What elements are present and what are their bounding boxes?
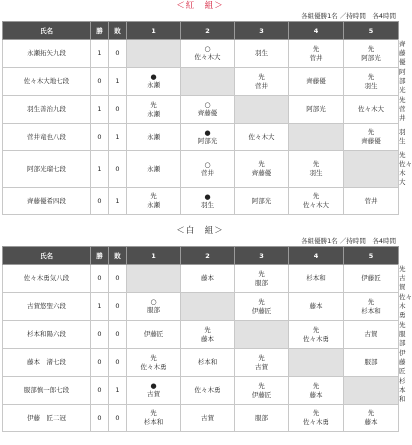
result-mark: ● [204,128,211,137]
match-cell [344,124,399,151]
opponent-name: 佐々木大 [303,201,329,209]
opponent-name: 永瀬 [147,201,160,209]
opponent-name: 齊藤優 [251,169,272,177]
table-header-row [3,247,399,265]
match-cell [127,349,181,377]
opponent-name: 羽生 [255,49,268,57]
opponent-name: 佐々木大 [248,132,275,141]
white-group-title: ＜白 組＞ [176,226,224,236]
player-name: 杉本和陽六段 [3,321,91,349]
loss-count: 0 [109,96,127,124]
match-cell [181,405,235,432]
first-move-mark: 先 [367,409,375,417]
match-cell [344,188,399,215]
opponent-name: 伊藤匠 [143,330,164,338]
match-cell [344,349,399,377]
opponent-name: 服部 [255,413,268,422]
win-count: 1 [91,293,109,321]
first-move-mark: 先 [258,269,265,278]
first-move-mark: 先 [312,325,320,334]
first-move-mark: 先 [150,353,157,362]
self-cell [235,96,289,124]
match-cell [181,377,235,405]
opponent-name: 佐々木勇 [303,418,329,426]
red-group-body [3,40,412,215]
match-cell [181,188,235,215]
loss-count: 1 [109,68,127,96]
first-move-mark: 先 [312,44,320,53]
opponent-name: 伊藤匠 [251,306,272,315]
opponent-name: 羽生 [364,81,378,90]
opponent-name: 藤本 [364,418,378,426]
result-mark: ○ [204,101,211,109]
opponent-name: 藤本 [201,274,214,282]
section-spacer [0,215,400,225]
opponent-name: 阿部光 [306,105,326,113]
match-cell [235,188,289,215]
player-name: 齊藤優希四段 [3,188,91,215]
win-count: 0 [91,188,109,215]
white-group-body [3,265,412,432]
match-cell [235,124,289,151]
match-cell [344,96,399,124]
header-round-5: 5 [344,247,399,265]
header-wins: 勝 [91,22,109,40]
first-move-mark: 先 [312,160,320,168]
loss-count: 1 [109,377,127,405]
opponent-name: 藤本 [309,390,323,399]
table-row: 羽生善治九段 1 0 先 永瀬 ○ 齊藤優 阿部光 佐々木大 先 菅井 [3,96,399,124]
first-move-mark: 先 [367,297,375,306]
player-name: 永瀬拓矢九段 [3,40,91,68]
match-cell [235,68,289,96]
win-count: 1 [91,40,109,68]
player-name: 佐々木勇気八段 [3,265,91,293]
match-cell [344,321,399,349]
match-cell [235,40,289,68]
first-move-mark: 先 [150,409,157,417]
match-cell [127,68,181,96]
opponent-name: 古賀 [364,330,378,338]
match-cell [235,377,289,405]
header-round-5: 5 [344,22,399,40]
match-cell [344,405,399,432]
loss-count: 1 [109,124,127,151]
opponent-name: 杉本和 [306,274,326,282]
result-mark: ● [150,382,157,390]
match-cell [235,349,289,377]
result-mark: ○ [150,298,157,306]
opponent-name: 伊藤匠 [361,274,381,282]
loss-count: 0 [109,349,127,377]
white-group-meta: 各組優勝1名 ／持時間 各4時間 [301,237,396,245]
win-count: 0 [91,377,109,405]
match-cell [344,265,399,293]
header-losses: 敗 [109,22,127,40]
opponent-name: 服部 [147,306,160,314]
header-round-4: 4 [289,22,344,40]
win-count: 0 [91,321,109,349]
header-name: 氏名 [3,247,91,265]
opponent-name: 佐々木大 [358,105,384,113]
header-round-3: 3 [235,22,289,40]
table-row: 阿部光瑠七段 1 0 永瀬 ○ 菅井 先 齊藤優 先 羽生 先 佐々木大 [3,151,399,188]
match-cell [289,321,344,349]
loss-count: 0 [109,405,127,432]
opponent-name: 阿部光 [361,53,381,62]
table-row: 佐々木勇気八段 0 0 藤本 先 服部 杉本和 伊藤匠 先 古賀 [3,265,399,293]
loss-count: 0 [109,151,127,188]
table-row [3,405,399,432]
match-cell [127,293,181,321]
self-cell [181,293,235,321]
match-cell [289,68,344,96]
self-cell [344,151,399,188]
opponent-name: 阿部光 [197,136,218,145]
first-move-mark: 先 [258,353,265,362]
match-cell [181,265,235,293]
header-wins: 勝 [91,247,109,265]
opponent-name: 菅井 [364,196,378,205]
self-cell [289,124,344,151]
red-group-section [0,0,412,215]
player-name: 伊藤 匠二冠 [3,405,91,432]
first-move-mark: 先 [258,72,265,81]
first-move-mark: 先 [150,192,157,200]
match-cell [127,188,181,215]
match-cell [289,96,344,124]
opponent-name: 羽生 [309,169,323,177]
match-cell [127,321,181,349]
match-cell [181,40,235,68]
loss-count: 0 [109,321,127,349]
opponent-name: 古賀 [147,390,160,398]
loss-count: 1 [109,188,127,215]
opponent-name: 服部 [255,278,268,287]
result-mark: ○ [204,160,211,169]
opponent-name: 菅井 [309,53,323,62]
win-count: 0 [91,68,109,96]
match-cell [289,293,344,321]
opponent-name: 齊藤優 [197,109,218,117]
header-round-4: 4 [289,247,344,265]
table-row: 杉本和陽六段 0 0 伊藤匠 先 藤本 先 佐々木勇 古賀 先 服部 [3,321,399,349]
header-losses: 敗 [109,247,127,265]
player-name: 藤本 渚七段 [3,349,91,377]
match-cell [181,124,235,151]
opponent-name: 藤本 [201,334,214,343]
opponent-name: 永瀬 [147,132,160,141]
self-cell [235,321,289,349]
table-header-row [3,22,399,40]
red-group-table [2,21,412,215]
header-round-1: 1 [127,247,181,265]
table-row: 藤本 渚七段 0 0 先 佐々木勇 杉本和 先 古賀 服部 伊藤匠 [3,349,399,377]
white-group-section [0,225,412,432]
red-group-meta: 各組優勝1名 ／持時間 各4時間 [301,12,396,20]
match-cell [289,40,344,68]
header-round-2: 2 [181,22,235,40]
self-cell [344,377,399,405]
win-count: 1 [91,96,109,124]
opponent-name: 永瀬 [147,109,160,118]
player-name: 菅井竜也八段 [3,124,91,151]
match-cell [181,96,235,124]
opponent-name: 永瀬 [147,164,160,173]
opponent-name: 杉本和 [361,306,381,315]
first-move-mark: 先 [258,160,265,168]
opponent-name: 齊藤優 [361,137,381,145]
header-round-1: 1 [127,22,181,40]
first-move-mark: 先 [367,44,375,53]
win-count: 0 [91,265,109,293]
match-cell [235,265,289,293]
first-move-mark: 先 [312,409,320,417]
match-cell [289,377,344,405]
self-cell [289,349,344,377]
header-round-3: 3 [235,247,289,265]
header-round-2: 2 [181,247,235,265]
opponent-name: 佐々木勇 [140,362,167,371]
self-cell [127,40,181,68]
opponent-name: 永瀬 [147,81,160,89]
match-cell [289,188,344,215]
white-group-table [2,246,412,432]
opponent-name: 阿部光 [251,196,272,205]
win-count: 0 [91,349,109,377]
self-cell [181,68,235,96]
loss-count: 0 [109,293,127,321]
match-cell [344,40,399,68]
first-move-mark: 先 [258,381,265,390]
match-cell [127,151,181,188]
first-move-mark: 先 [367,128,375,136]
match-cell [181,151,235,188]
player-name: 服部慎一郎七段 [3,377,91,405]
match-cell [127,96,181,124]
first-move-mark: 先 [312,192,320,200]
match-cell [289,405,344,432]
match-cell [344,68,399,96]
opponent-name: 菅井 [201,168,214,177]
table-row: 永瀬拓矢九段 1 0 ○ 佐々木大 羽生 先 菅井 先 阿部光 齊藤優 [3,40,399,68]
match-cell [127,377,181,405]
player-name: 羽生善治九段 [3,96,91,124]
opponent-name: 佐々木大 [194,53,221,61]
match-cell [235,405,289,432]
player-name: 古賀悠聖六段 [3,293,91,321]
match-cell [289,151,344,188]
opponent-name: 菅井 [255,81,268,90]
opponent-name: 藤本 [309,302,323,310]
opponent-name: 伊藤匠 [251,390,272,399]
loss-count: 0 [109,265,127,293]
match-cell [235,151,289,188]
player-name: 佐々木大地七段 [3,68,91,96]
result-mark: ○ [204,45,211,53]
first-move-mark: 先 [258,297,265,306]
table-row: 服部慎一郎七段 0 1 ● 古賀 佐々木勇 先 伊藤匠 先 藤本 杉本和 [3,377,399,405]
match-cell [181,321,235,349]
match-cell [289,265,344,293]
opponent-name: 杉本和 [143,418,164,426]
match-cell [344,293,399,321]
table-row [3,188,399,215]
table-row: 古賀悠聖六段 1 0 ○ 服部 先 伊藤匠 藤本 先 杉本和 佐々木勇 [3,293,399,321]
match-cell [181,349,235,377]
first-move-mark: 先 [312,381,320,390]
red-group-title: ＜紅 組＞ [176,1,224,11]
win-count: 0 [91,124,109,151]
opponent-name: 佐々木勇 [194,386,221,394]
win-count: 1 [91,151,109,188]
opponent-name: 古賀 [201,413,214,422]
result-mark: ● [150,73,157,81]
first-move-mark: 先 [367,72,375,81]
opponent-name: 齊藤優 [306,77,326,85]
loss-count: 0 [109,40,127,68]
first-move-mark: 先 [150,100,157,109]
opponent-name: 羽生 [201,200,214,209]
match-cell [127,405,181,432]
win-count: 0 [91,405,109,432]
match-cell [127,124,181,151]
first-move-mark: 先 [204,325,211,334]
player-name: 阿部光瑠七段 [3,151,91,188]
result-mark: ● [204,192,211,201]
header-name: 氏名 [3,22,91,40]
table-row: 菅井竜也八段 0 1 永瀬 ● 阿部光 佐々木大 先 齊藤優 羽生 [3,124,399,151]
opponent-name: 佐々木勇 [303,334,329,343]
match-cell [235,293,289,321]
table-row: 佐々木大地七段 0 1 ● 永瀬 先 菅井 齊藤優 先 羽生 阿部光 [3,68,399,96]
self-cell [127,265,181,293]
opponent-name: 服部 [364,358,378,366]
opponent-name: 古賀 [255,362,268,371]
opponent-name: 杉本和 [197,358,218,366]
